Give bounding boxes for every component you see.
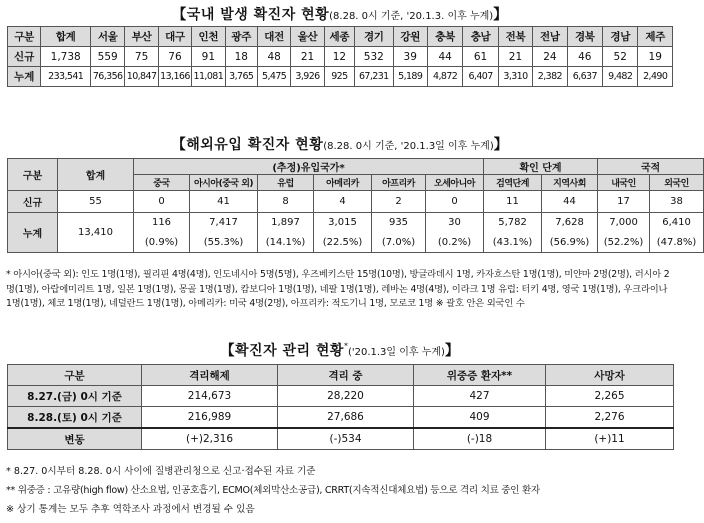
table-cell: 7,000 (598, 213, 650, 233)
overseas-subtitle: (8.28. 0시 기준, '20.1.3일 이후 누계) (323, 141, 494, 152)
overseas-sub-header: 아프리카 (372, 175, 426, 191)
table-cell: 61 (463, 47, 498, 67)
table-cell: 76,356 (90, 67, 124, 87)
management-section-title: 【확진자 관리 현황*('20.1.3일 이후 누계)】 (220, 341, 460, 359)
domestic-title: 국내 발생 확진자 현황 (186, 7, 330, 23)
domestic-header-cell: 서울 (90, 27, 124, 47)
domestic-header-cell: 인천 (192, 27, 225, 47)
table-cell: (47.8%) (650, 233, 704, 253)
table-cell: 2,265 (546, 386, 674, 407)
overseas-header-total: 합계 (58, 159, 134, 191)
table-cell: 48 (257, 47, 290, 67)
domestic-header-cell: 대전 (257, 27, 290, 47)
table-cell: 41 (190, 191, 258, 213)
overseas-title: 해외유입 확진자 현황 (186, 137, 324, 153)
table-cell: 427 (414, 386, 546, 407)
management-header-row (8, 365, 674, 386)
table-cell: 10,847 (125, 67, 158, 87)
table-cell: 28,220 (278, 386, 414, 407)
domestic-subtitle: (8.28. 0시 기준, '20.1.3. 이후 누계) (329, 11, 494, 22)
table-cell: 44 (542, 191, 598, 213)
footnote-disclaimer: ※ 상기 통계는 모두 추후 역학조사 과정에서 변경될 수 있음 (6, 504, 255, 515)
table-cell: 24 (533, 47, 567, 67)
domestic-header-cell: 경남 (603, 27, 638, 47)
domestic-header-cell: 제주 (638, 27, 673, 47)
table-cell: (22.5%) (314, 233, 372, 253)
table-cell: 13,410 (58, 213, 134, 253)
row-label: 8.27.(금) 0시 기준 (8, 386, 142, 407)
management-header-cell: 격리해제 (142, 365, 278, 386)
management-title: 확진자 관리 현황 (235, 343, 344, 359)
table-cell: 559 (90, 47, 124, 67)
table-cell: (43.1%) (484, 233, 542, 253)
overseas-sub-header: 유럽 (258, 175, 314, 191)
table-cell: 7,628 (542, 213, 598, 233)
domestic-header-cell: 충남 (463, 27, 498, 47)
table-cell: 409 (414, 407, 546, 429)
domestic-header-cell: 구분 (8, 27, 41, 47)
domestic-table (7, 26, 673, 87)
table-cell: 116 (134, 213, 190, 233)
table-cell: 21 (291, 47, 324, 67)
domestic-header-cell: 전북 (498, 27, 532, 47)
table-cell: 2 (372, 191, 426, 213)
overseas-header-nation-group: 국적 (598, 159, 704, 175)
domestic-header-cell: 전남 (533, 27, 567, 47)
table-cell: 4 (314, 191, 372, 213)
domestic-header-cell: 세종 (324, 27, 354, 47)
management-header-cell: 구분 (8, 365, 142, 386)
table-cell: 19 (638, 47, 673, 67)
table-cell: 1,897 (258, 213, 314, 233)
domestic-header-cell: 경기 (355, 27, 393, 47)
overseas-header-country-group: (추정)유입국가* (134, 159, 484, 175)
table-cell: 233,541 (41, 67, 91, 87)
table-cell: (0.2%) (426, 233, 484, 253)
overseas-new-row (8, 191, 704, 213)
overseas-header-stage-group: 확인 단계 (484, 159, 598, 175)
domestic-header-cell: 부산 (125, 27, 158, 47)
table-cell: 6,637 (567, 67, 602, 87)
table-cell: 44 (427, 47, 462, 67)
table-cell: 21 (498, 47, 532, 67)
overseas-sub-header: 내국인 (598, 175, 650, 191)
overseas-section-title: 【해외유입 확진자 현황(8.28. 0시 기준, '20.1.3일 이후 누계)】 (171, 137, 509, 153)
table-cell: 5,189 (393, 67, 427, 87)
table-cell: 214,673 (142, 386, 278, 407)
table-cell: (+)2,316 (142, 428, 278, 450)
overseas-table (7, 158, 704, 253)
table-cell: 52 (603, 47, 638, 67)
domestic-header-cell: 광주 (225, 27, 257, 47)
table-cell: 2,276 (546, 407, 674, 429)
management-title-mark: * (343, 341, 348, 351)
management-header-cell: 사망자 (546, 365, 674, 386)
footnote-critical-definition: ** 위중증 : 고유량(high flow) 산소요법, 인공호흡기, ECMO(체외막산소공급), CRRT(지속적신대체요법) 등으로 격리 치료 중인 환자 (6, 485, 540, 496)
table-cell: 4,872 (427, 67, 462, 87)
management-header-cell: 격리 중 (278, 365, 414, 386)
row-label: 누계 (8, 213, 58, 253)
table-cell: 9,482 (603, 67, 638, 87)
table-cell: 91 (192, 47, 225, 67)
row-label: 변동 (8, 428, 142, 450)
overseas-sub-header: 아시아(중국 외) (190, 175, 258, 191)
table-cell: (7.0%) (372, 233, 426, 253)
domestic-header-cell: 울산 (291, 27, 324, 47)
row-label: 신규 (8, 47, 41, 67)
table-cell: 11,081 (192, 67, 225, 87)
domestic-header-cell: 충북 (427, 27, 462, 47)
management-row (8, 386, 674, 407)
table-cell: 5,475 (257, 67, 290, 87)
table-cell: 6,407 (463, 67, 498, 87)
overseas-sub-header: 검역단계 (484, 175, 542, 191)
table-cell: 18 (225, 47, 257, 67)
table-cell: 75 (125, 47, 158, 67)
management-header-cell: 위중증 환자** (414, 365, 546, 386)
table-cell: 67,231 (355, 67, 393, 87)
overseas-sub-header: 오세아니아 (426, 175, 484, 191)
overseas-sub-header: 외국인 (650, 175, 704, 191)
management-subtitle: ('20.1.3일 이후 누계) (347, 347, 445, 358)
table-cell: (-)18 (414, 428, 546, 450)
domestic-section-title: 【국내 발생 확진자 현황(8.28. 0시 기준, '20.1.3. 이후 누계)】 (172, 7, 508, 23)
table-cell: 3,310 (498, 67, 532, 87)
domestic-header-row (8, 27, 673, 47)
table-cell: 1,738 (41, 47, 91, 67)
row-label: 누계 (8, 67, 41, 87)
management-change-row (8, 428, 674, 450)
management-row (8, 407, 674, 429)
overseas-sub-header: 아메리카 (314, 175, 372, 191)
management-table (7, 364, 674, 450)
table-cell: 30 (426, 213, 484, 233)
table-cell: 17 (598, 191, 650, 213)
domestic-cumulative-row (8, 67, 673, 87)
table-cell: 11 (484, 191, 542, 213)
table-cell: 3,015 (314, 213, 372, 233)
table-cell: 55 (58, 191, 134, 213)
overseas-header-gubun: 구분 (8, 159, 58, 191)
table-cell: 46 (567, 47, 602, 67)
footnote-basis: * 8.27. 0시부터 8.28. 0시 사이에 질병관리청으로 신고·접수된 자료 기준 (6, 466, 316, 477)
table-cell: (56.9%) (542, 233, 598, 253)
table-cell: 935 (372, 213, 426, 233)
table-cell: (14.1%) (258, 233, 314, 253)
row-label: 신규 (8, 191, 58, 213)
table-cell: 532 (355, 47, 393, 67)
table-cell: 7,417 (190, 213, 258, 233)
overseas-sub-header: 중국 (134, 175, 190, 191)
table-cell: 38 (650, 191, 704, 213)
table-cell: 8 (258, 191, 314, 213)
row-label: 8.28.(토) 0시 기준 (8, 407, 142, 429)
domestic-header-cell: 경북 (567, 27, 602, 47)
table-cell: 3,926 (291, 67, 324, 87)
table-cell: (52.2%) (598, 233, 650, 253)
table-cell: 6,410 (650, 213, 704, 233)
domestic-header-cell: 강원 (393, 27, 427, 47)
domestic-header-cell: 대구 (158, 27, 191, 47)
table-cell: 12 (324, 47, 354, 67)
table-cell: 216,989 (142, 407, 278, 429)
overseas-footnote: * 아시아(중국 외): 인도 1명(1명), 필리핀 4명(4명), 인도네시아 5명(5명), 우즈베키스탄 15명(10명), 방글라데시 1명, 카자흐스탄 1명(1명), 미얀마 2명(2명), 러시아 2명(1명), 아랍에미리트 1명, 일본 1명(1명), 몽골 1명(1명), 캄보디아 1명(1명), 네팔 1명(1명), 레바논 4명(4명), 이라크 1명 유럽: 터키 4명, 영국 1명(1명), 우크라이나 1명(1명), 체코 1명(1명), 네덜란드 1명(1명), 아메리카: 미국 4명(2명), 아프리카: 적도기니 1명, 모로코 1명 ※ 괄호 안은 외국인 수 (6, 269, 670, 309)
table-cell: (-)534 (278, 428, 414, 450)
table-cell: 2,382 (533, 67, 567, 87)
table-cell: 39 (393, 47, 427, 67)
table-cell: 925 (324, 67, 354, 87)
table-cell: 5,782 (484, 213, 542, 233)
table-cell: 0 (134, 191, 190, 213)
overseas-sub-header: 지역사회 (542, 175, 598, 191)
domestic-new-row (8, 47, 673, 67)
table-cell: (55.3%) (190, 233, 258, 253)
table-cell: (0.9%) (134, 233, 190, 253)
table-cell: (+)11 (546, 428, 674, 450)
table-cell: 13,166 (158, 67, 191, 87)
table-cell: 27,686 (278, 407, 414, 429)
domestic-header-cell: 합계 (41, 27, 91, 47)
table-cell: 0 (426, 191, 484, 213)
table-cell: 76 (158, 47, 191, 67)
overseas-group-header-row (8, 159, 704, 175)
overseas-cumulative-row (8, 213, 704, 233)
table-cell: 2,490 (638, 67, 673, 87)
table-cell: 3,765 (225, 67, 257, 87)
